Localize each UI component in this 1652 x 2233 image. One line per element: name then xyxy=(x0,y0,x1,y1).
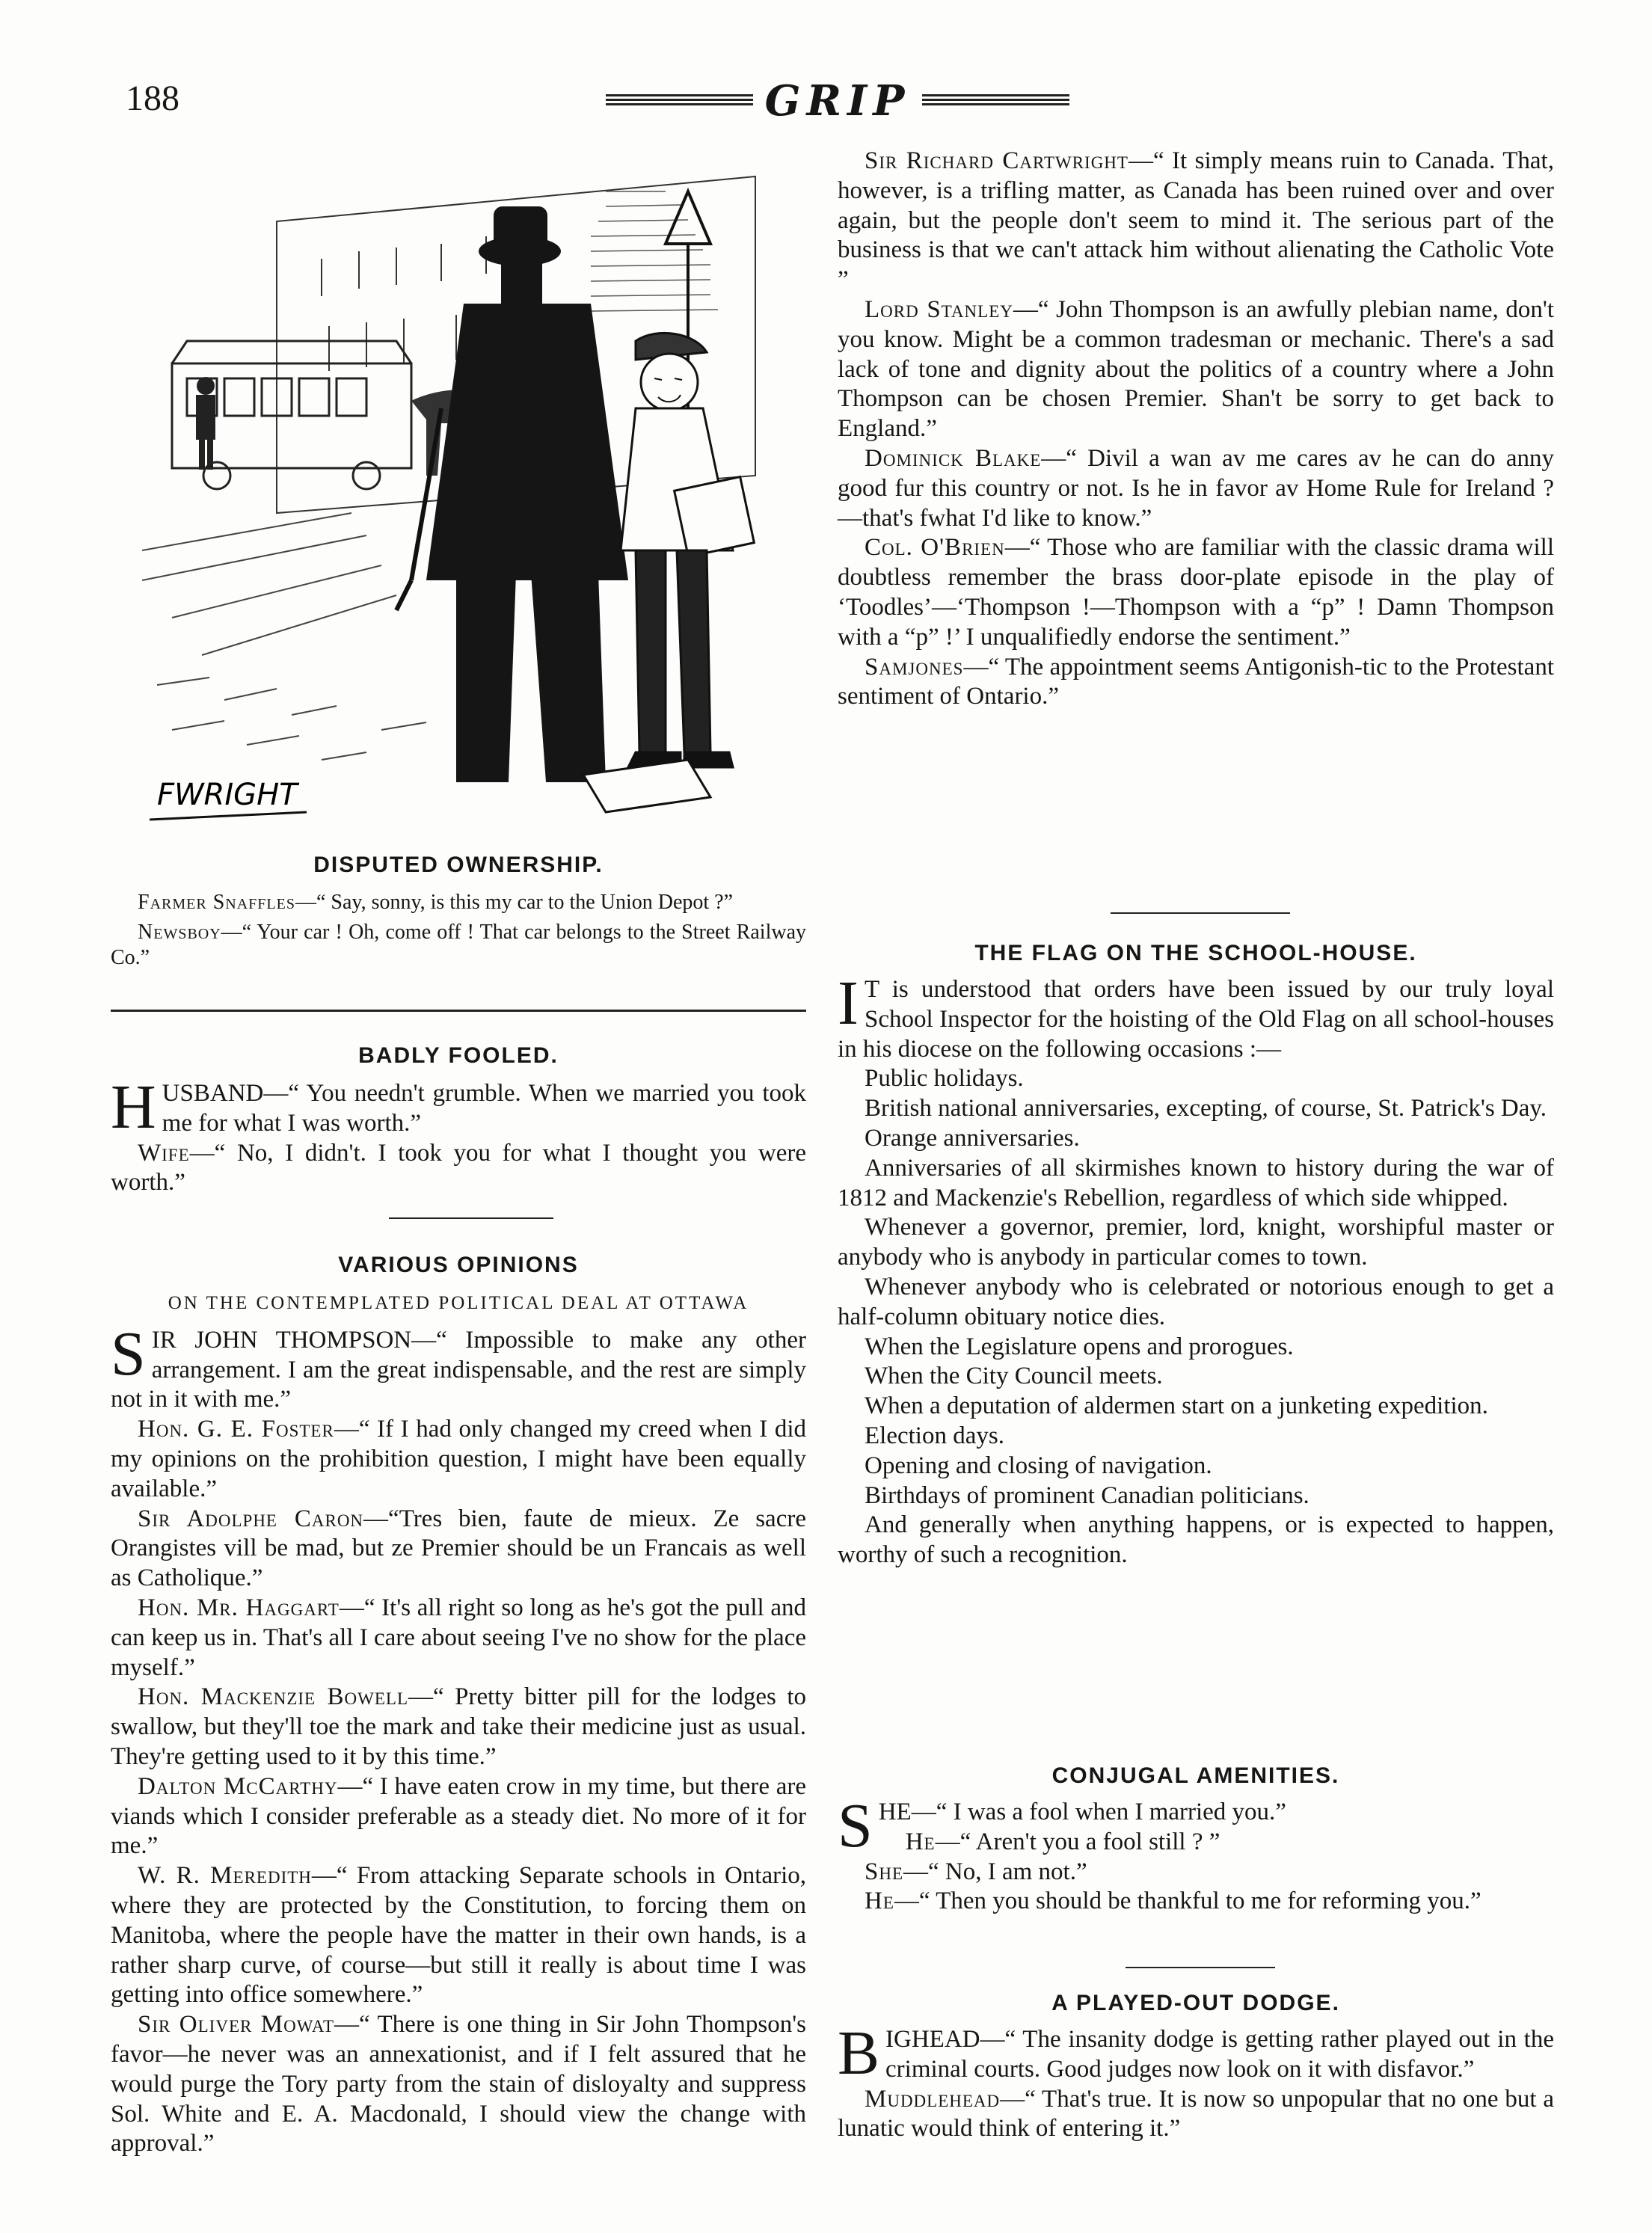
list-item: When the Legislature opens and prorogues. xyxy=(865,1333,1294,1360)
article-text: —“ If I had only changed my creed when I did my opinions on the prohibition question, I might have been equally available.” xyxy=(111,1416,807,1502)
article-title: BADLY FOOLED. xyxy=(358,1043,559,1068)
section-divider xyxy=(389,1217,553,1219)
cartoon-title: DISPUTED OWNERSHIP. xyxy=(313,853,604,877)
speaker: Col. O'Brien xyxy=(865,534,1005,562)
list-item: Public holidays. xyxy=(865,1065,1024,1093)
article-text: —“ Aren't you a fool still ? ” xyxy=(935,1828,1220,1855)
article-text: —“ There is one thing in Sir John Thompson's favor—he never was an annexationist, and if I felt assured that he would purge the Tory party from the stain of disloyalty and suppress Sol. White and E. A. Macdonald, I should view the change with approval.” xyxy=(111,2011,806,2157)
article-various-opinions-continued xyxy=(838,147,1554,712)
caption-text: —“ Say, sonny, is this my car to the Union Depot ?” xyxy=(295,891,734,914)
speaker: He xyxy=(865,1888,894,1915)
article-text: —“ No, I am not.” xyxy=(903,1858,1087,1885)
speaker: Hon. G. E. Foster xyxy=(138,1416,334,1443)
list-item: Anniversaries of all skirmishes known to history during the war of 1812 and Mackenzie's Rebellion, regardless of which side whipped. xyxy=(838,1154,1554,1211)
speaker: Dalton McCarthy xyxy=(138,1772,338,1800)
masthead-title: GRIP xyxy=(764,76,911,126)
list-item: British national anniversaries, excepting, of course, St. Patrick's Day. xyxy=(865,1095,1547,1122)
drop-cap: H xyxy=(111,1072,156,1142)
list-item: Whenever a governor, premier, lord, knight, worshipful master or anybody who is anybody in particular comes to town. xyxy=(838,1214,1554,1271)
list-item: Election days. xyxy=(865,1422,1004,1449)
speaker: Wife xyxy=(138,1139,190,1167)
article-text: —“ It simply means ruin to Canada. That, however, is a trifling matter, as Canada has been ruined over and over again, but the people don't seem to mind it. The serious part of the business is that we can't attack him without alienating the Catholic Vote ” xyxy=(838,147,1554,294)
caption-text: —“ Your car ! Oh, come off ! That car belongs to the Street Railway Co.” xyxy=(111,921,806,969)
article-various-opinions xyxy=(111,1253,806,2159)
article-text: —“ Divil a wan av me cares av he can do anny good fur this country or not. Is he in favor av Home Rule for Ireland ?—that's fwhat I'd like to know.” xyxy=(838,444,1554,532)
article-title: CONJUGAL AMENITIES. xyxy=(1051,1763,1340,1788)
article-text: —“ The appointment seems Antigonish-tic to the Protestant sentiment of Ontario.” xyxy=(838,653,1554,710)
speaker: Samjones xyxy=(865,653,964,681)
artist-signature: FWRIGHT xyxy=(157,778,298,812)
cartoon-caption xyxy=(111,853,806,971)
drop-cap: S xyxy=(111,1318,146,1389)
article-conjugal-amenities xyxy=(838,1763,1554,1917)
article-text: —“ It's all right so long as he's got the pull and can keep us in. That's all I care about seeing I've no show for the place myself.” xyxy=(111,1594,807,1681)
article-text: —“ Pretty bitter pill for the lodges to swallow, but they'll toe the mark and take their medicine just as usual. They're getting used to it by this time.” xyxy=(111,1683,806,1770)
list-item: When the City Council meets. xyxy=(865,1363,1163,1390)
section-divider xyxy=(1111,912,1290,914)
caption-speaker: Newsboy xyxy=(138,921,221,944)
list-item: And generally when anything happens, or is expected to happen, worthy of such a recognition. xyxy=(838,1511,1554,1569)
article-text: USBAND—“ You needn't grumble. When we married you took me for what I was worth.” xyxy=(162,1080,806,1137)
masthead xyxy=(606,75,1069,127)
speaker: Lord Stanley xyxy=(865,295,1013,323)
drop-cap: I xyxy=(838,968,859,1038)
article-badly-fooled xyxy=(111,1043,806,1198)
speaker: Sir Adolphe Caron xyxy=(138,1505,364,1532)
list-item: When a deputation of aldermen start on a junketing expedition. xyxy=(865,1392,1488,1420)
speaker: He xyxy=(905,1828,936,1855)
page-number: 188 xyxy=(126,79,179,118)
article-text: —“ Those who are familiar with the classic drama will doubtless remember the brass door-plate episode in the play of ‘Toodles’—‘Thompson !—Thompson with a “p” ! Damn Thompson with a “p” !’ I unqualifiedly endorse the sentiment.” xyxy=(838,534,1554,651)
drop-cap: B xyxy=(838,2018,880,2088)
list-item: Birthdays of prominent Canadian politicians. xyxy=(865,1481,1309,1509)
article-text: T is understood that orders have been issued by our truly loyal School Inspector for the hoisting of the Old Flag on all school-houses in his diocese on the following occasions :— xyxy=(838,976,1554,1063)
article-text: —“ John Thompson is an awfully plebian name, don't you know. Might be a common tradesman or mechanic. There's a sad lack of tone and dignity about the politics of a country where a John Thompson can be chosen Premier. Shan't be sorry to get back to England.” xyxy=(838,295,1554,443)
article-text: —“ I have eaten crow in my time, but there are viands which I consider preferable as a steady diet. No more of it for me.” xyxy=(111,1772,807,1860)
caption-speaker: Farmer Snaffles xyxy=(138,891,295,914)
cartoon-illustration xyxy=(142,162,800,835)
list-item: Orange anniversaries. xyxy=(865,1124,1080,1152)
article-text: IGHEAD—“ The insanity dodge is getting rather played out in the criminal courts. Good judges now look on it with disfavor.” xyxy=(885,2026,1554,2083)
speaker: She xyxy=(865,1858,904,1885)
speaker: Sir Richard Cartwright xyxy=(865,147,1129,174)
article-flag-on-school-house xyxy=(838,941,1554,1570)
section-divider xyxy=(1126,1967,1275,1968)
speaker: Sir Oliver Mowat xyxy=(138,2011,335,2039)
article-title: THE FLAG ON THE SCHOOL-HOUSE. xyxy=(974,941,1417,965)
masthead-rule-right xyxy=(922,94,1069,108)
list-item: Whenever anybody who is celebrated or notorious enough to get a half-column obituary notice dies. xyxy=(838,1273,1554,1330)
article-text: —“ No, I didn't. I took you for what I thought you were worth.” xyxy=(111,1139,806,1197)
drop-cap: S xyxy=(838,1791,873,1861)
section-divider xyxy=(111,1010,806,1012)
speaker: Hon. Mackenzie Bowell xyxy=(138,1683,409,1711)
masthead-rule-left xyxy=(606,94,753,108)
article-text: IR JOHN THOMPSON—“ Impossible to make any other arrangement. I am the great indispensable, and the rest are simply not in it with me.” xyxy=(111,1326,806,1413)
article-played-out-dodge xyxy=(838,1991,1554,2144)
article-title: VARIOUS OPINIONS xyxy=(338,1253,579,1277)
article-text: HE—“ I was a fool when I married you.” xyxy=(878,1799,1286,1825)
article-text: —“ From attacking Separate schools in Ontario, where they are protected by the Constitution, to forcing them on Manitoba, where the people have the matter in their own hands, is a rather sharp curve, of course—but still it really is about time I was getting into office somewhere.” xyxy=(111,1862,806,2009)
speaker: Hon. Mr. Haggart xyxy=(138,1594,340,1621)
article-subtitle: ON THE CONTEMPLATED POLITICAL DEAL AT OTTAWA xyxy=(168,1293,749,1313)
occasion-list xyxy=(838,1064,1554,1570)
article-text: —“ Then you should be thankful to me for reforming you.” xyxy=(894,1888,1481,1915)
list-item: Opening and closing of navigation. xyxy=(865,1452,1212,1479)
article-text: —“ That's true. It is now so unpopular that no one but a lunatic would think of entering it.” xyxy=(838,2085,1554,2143)
speaker: Dominick Blake xyxy=(865,444,1042,472)
speaker: Muddlehead xyxy=(865,2085,1001,2113)
article-title: A PLAYED-OUT DODGE. xyxy=(1051,1991,1340,2015)
speaker: W. R. Meredith xyxy=(138,1862,312,1890)
article-text: —“Tres bien, faute de mieux. Ze sacre Orangistes vill be mad, but ze Premier should be un Francais as well as Catholique.” xyxy=(111,1505,806,1592)
